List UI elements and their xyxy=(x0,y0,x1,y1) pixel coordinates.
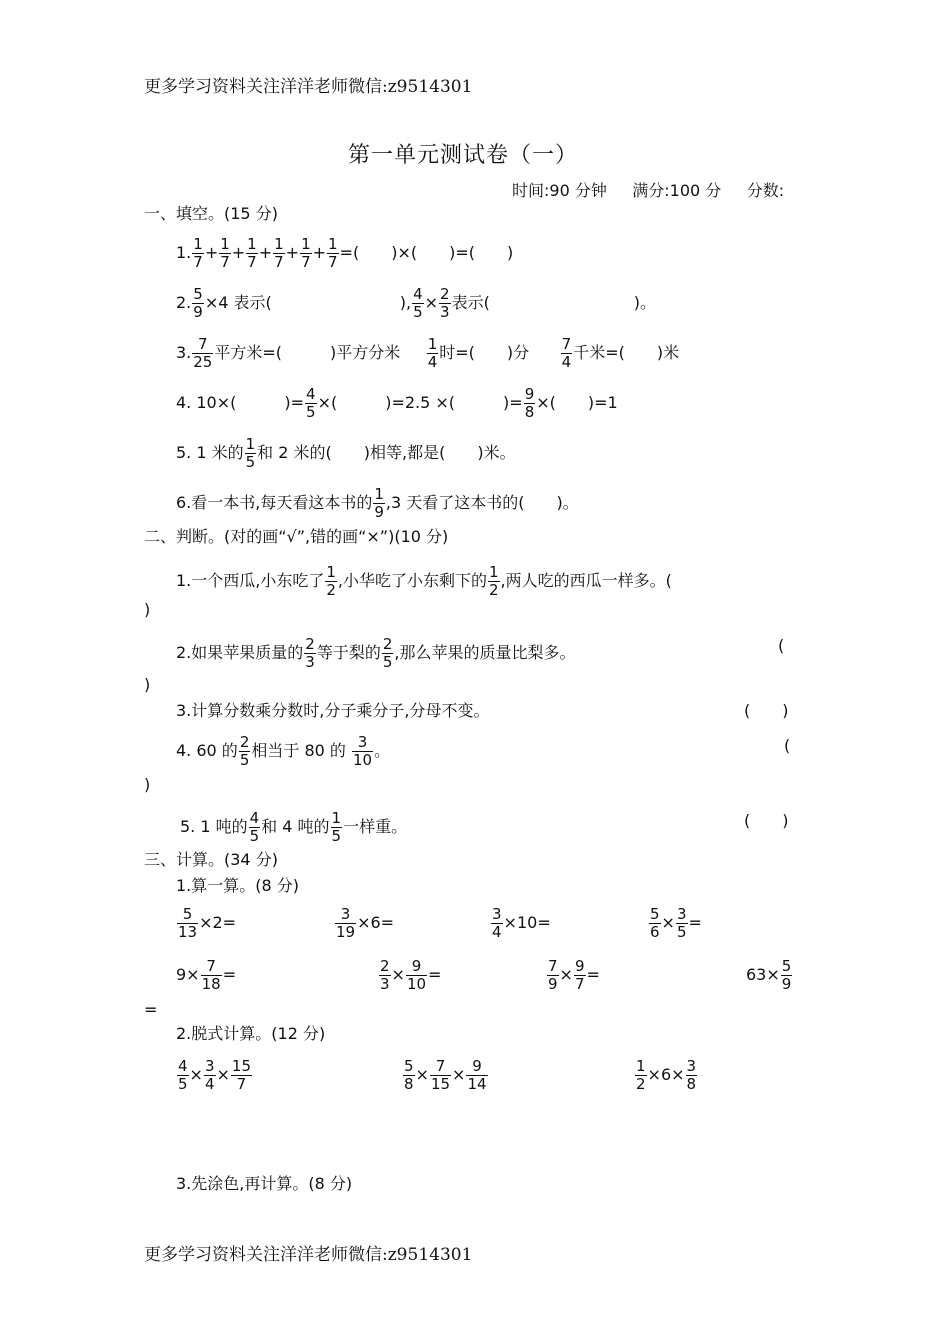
score-label: 分数: xyxy=(746,181,785,200)
header-note: 更多学习资料关注洋洋老师微信:z9514301 xyxy=(144,77,473,97)
judge-3: 3.计算分数乘分数时,分子乘分子,分母不变。 xyxy=(176,701,490,720)
calc-6: $\frac{2}{3}$ × $\frac{9}{10}$ = xyxy=(380,957,442,993)
judge-3-bracket[interactable]: ( ) xyxy=(744,701,789,720)
section-3-heading: 三、计算。(34 分) xyxy=(144,850,278,869)
step-calc-1: $\frac{4}{5}$ × $\frac{3}{4}$ × $\frac{15}{7}$ xyxy=(178,1057,251,1093)
section-2-heading: 二、判断。(对的画“√”,错的画“×”)(10 分) xyxy=(144,527,449,546)
calc-part-3-heading: 3.先涂色,再计算。(8 分) xyxy=(176,1174,353,1193)
calc-5: 9× $\frac{7}{18}$ = xyxy=(176,957,237,993)
calc-2: $\frac{3}{19}$ ×6= xyxy=(336,905,395,941)
calc-3: $\frac{3}{4}$ ×10= xyxy=(492,905,551,941)
full-score-info: 满分:100 分 xyxy=(632,181,722,200)
judge-4-close: ) xyxy=(144,775,151,794)
calc-4: $\frac{5}{6}$ × $\frac{3}{5}$ = xyxy=(650,905,702,941)
exam-meta xyxy=(512,178,784,201)
question-1-5: 5. 1 米的 $\frac{1}{5}$ 和 2 米的( )相等,都是( )米。 xyxy=(176,435,516,471)
question-1-6: 6.看一本书,每天看这本书的 $\frac{1}{9}$ ,3 天看了这本书的( )。 xyxy=(176,485,579,521)
judge-2-open[interactable]: ( xyxy=(778,636,785,655)
calc-part-1-heading: 1.算一算。(8 分) xyxy=(176,876,300,895)
judge-4-open[interactable]: ( xyxy=(784,736,791,755)
footer-note: 更多学习资料关注洋洋老师微信:z9514301 xyxy=(144,1245,473,1265)
judge-5: 5. 1 吨的 $\frac{4}{5}$ 和 4 吨的 $\frac{1}{5}$ 一样重。 xyxy=(180,809,408,845)
calc-part-2-heading: 2.脱式计算。(12 分) xyxy=(176,1024,326,1043)
judge-2-close: ) xyxy=(144,675,151,694)
time-info: 时间:90 分钟 xyxy=(512,181,607,200)
question-1-4: 4. 10×( )= $\frac{4}{5}$ ×( )=2.5 ×( )= $\frac{9}{8}$ ×( )=1 xyxy=(176,385,618,421)
section-1-heading: 一、填空。(15 分) xyxy=(144,204,278,223)
calc-1: $\frac{5}{13}$ ×2= xyxy=(178,905,237,941)
calc-7: $\frac{7}{9}$ × $\frac{9}{7}$ = xyxy=(548,957,600,993)
judge-4: 4. 60 的 $\frac{2}{5}$ 相当于 80 的 $\frac{3}{10}$ 。 xyxy=(176,733,391,769)
calc-8-wrap: = xyxy=(144,1000,158,1019)
question-1-1: 1. $\frac{1}{7}$ + $\frac{1}{7}$ + $\frac{1}{7}$ + $\frac{1}{7}$ + $\frac{1}{7}$ + $\frac{1}{7}$ =( )×( )=( ) xyxy=(176,235,514,271)
judge-5-bracket[interactable]: ( ) xyxy=(744,811,789,830)
calc-8: 63× $\frac{5}{9}$ xyxy=(746,957,792,993)
judge-2: 2.如果苹果质量的 $\frac{2}{3}$ 等于梨的 $\frac{2}{5}$ ,那么苹果的质量比梨多。 xyxy=(176,635,576,671)
judge-1: 1.一个西瓜,小东吃了 $\frac{1}{2}$ ,小华吃了小东剩下的 $\frac{1}{2}$ ,两人吃的西瓜一样多。( xyxy=(176,563,672,599)
page-title: 第一单元测试卷（一） xyxy=(348,143,579,168)
question-1-2: 2. $\frac{5}{9}$ ×4 表示( ), $\frac{4}{5}$ × $\frac{2}{3}$ 表示( )。 xyxy=(176,285,657,321)
question-1-3: 3. $\frac{7}{25}$ 平方米=( )平方分米 $\frac{1}{4}$ 时=( )分 $\frac{7}{4}$ 千米=( )米 xyxy=(176,335,680,371)
step-calc-3: $\frac{1}{2}$ ×6× $\frac{3}{8}$ xyxy=(636,1057,697,1093)
judge-1-close: ) xyxy=(144,600,151,619)
step-calc-2: $\frac{5}{8}$ × $\frac{7}{15}$ × $\frac{9}{14}$ xyxy=(404,1057,487,1093)
